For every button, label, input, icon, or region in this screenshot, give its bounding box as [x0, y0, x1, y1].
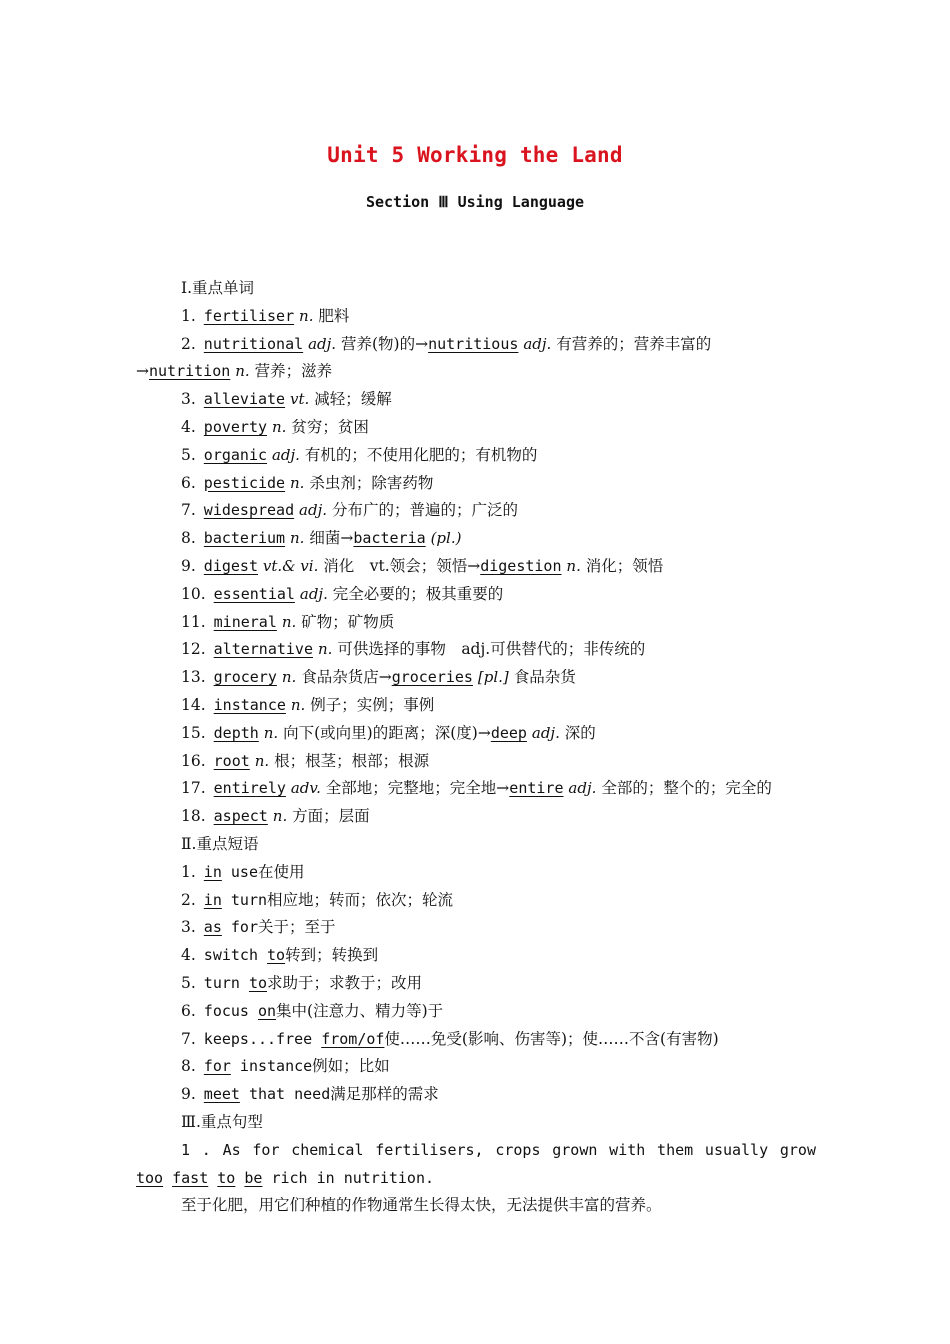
- derived-word: digestion: [480, 556, 562, 575]
- vocab-item: [136, 358, 816, 386]
- meaning: 食品杂货店→: [301, 668, 392, 687]
- vocab-item: [136, 303, 816, 331]
- sentence-rest: rich in nutrition.: [271, 1168, 435, 1187]
- item-number: 13.: [181, 668, 206, 687]
- meaning: 消化 vt.领会；领悟→: [323, 556, 481, 575]
- meaning: 矿物；矿物质: [301, 612, 395, 631]
- sentence-1-line-2: [136, 1165, 816, 1193]
- meaning: 方面；层面: [292, 807, 370, 826]
- part-of-speech: n.: [281, 612, 297, 631]
- vocab-word: nutritional: [203, 334, 304, 353]
- section-heading-words: Ⅰ.重点单词: [181, 279, 255, 297]
- meaning: 肥料: [318, 306, 350, 325]
- phrase-list: [136, 859, 816, 1109]
- part-of-speech: n.: [299, 306, 314, 325]
- item-number: 1.: [181, 306, 196, 325]
- item-number: 12.: [181, 640, 206, 659]
- item-number: 6.: [181, 473, 196, 492]
- phrase-blank: on: [257, 1001, 277, 1020]
- vocab-item: [136, 525, 816, 553]
- phrase-blank: as: [203, 918, 222, 937]
- meaning: 减轻；缓解: [314, 390, 392, 409]
- phrase-prefix: keeps...free: [203, 1029, 322, 1048]
- item-number: 10.: [181, 584, 206, 603]
- vocab-item: [136, 497, 816, 525]
- meaning: 细菌→: [309, 529, 354, 548]
- part-of-speech: vt.: [290, 390, 310, 409]
- vocab-item: [136, 386, 816, 414]
- part-of-speech: n.: [290, 529, 305, 548]
- part-of-speech: adv.: [290, 779, 321, 798]
- meaning: 完全必要的；极其重要的: [332, 584, 504, 603]
- meaning: 根；根茎；根部；根源: [274, 751, 430, 770]
- item-number: 16.: [181, 751, 206, 770]
- part-of-speech: n.: [317, 640, 333, 659]
- part-of-speech: n.: [272, 807, 288, 826]
- phrase-meaning: 相应地；转而；依次；轮流: [267, 890, 454, 909]
- vocab-word: digest: [203, 556, 258, 575]
- part-of-speech: n.: [271, 417, 287, 436]
- part-of-speech-2: adj.: [523, 334, 552, 353]
- part-of-speech-2: (pl.): [430, 529, 462, 548]
- vocab-item: [136, 581, 816, 609]
- phrase-blank: in: [203, 862, 222, 881]
- vocab-word: bacterium: [203, 529, 286, 548]
- vocab-item: [136, 748, 816, 776]
- blank-answer: fast: [172, 1168, 209, 1187]
- part-of-speech: adj.: [299, 501, 328, 520]
- item-number: 15.: [181, 723, 206, 742]
- vocab-word: mineral: [213, 612, 277, 631]
- vocab-word: organic: [203, 445, 268, 464]
- item-number: 9.: [181, 1085, 196, 1104]
- meaning-2: 有营养的；营养丰富的: [556, 334, 712, 353]
- derived-word: deep: [490, 723, 527, 742]
- item-number: 2.: [181, 334, 196, 353]
- part-of-speech: n.: [263, 723, 279, 742]
- section-subtitle: Section Ⅲ Using Language: [365, 193, 585, 211]
- phrase-blank: from/of: [321, 1029, 385, 1048]
- vocab-word: depth: [213, 723, 259, 742]
- phrase-suffix: that need: [239, 1085, 331, 1104]
- phrase-item: [136, 1081, 816, 1109]
- sentence-1-line-1: 1 . As for chemical fertilisers, crops grown with them usually grow: [181, 1140, 816, 1159]
- phrase-item: [136, 998, 816, 1026]
- meaning-2: 食品杂货: [513, 668, 576, 687]
- part-of-speech: n.: [290, 473, 305, 492]
- phrase-prefix: turn: [203, 973, 249, 992]
- item-number: 7.: [181, 1029, 196, 1048]
- phrase-blank: meet: [203, 1085, 240, 1104]
- phrase-meaning: 集中(注意力、精力等)于: [276, 1001, 444, 1020]
- phrase-blank: for: [203, 1057, 231, 1076]
- phrase-meaning: 求助于；求教于；改用: [267, 973, 423, 992]
- vocab-word: pesticide: [203, 473, 286, 492]
- page-title: Unit 5 Working the Land: [327, 143, 623, 167]
- phrase-item: [136, 1053, 816, 1081]
- vocab-word: nutrition: [149, 362, 231, 381]
- part-of-speech: vt.& vi.: [262, 556, 319, 575]
- sentence-1-translation: 至于化肥，用它们种植的作物通常生长得太快，无法提供丰富的营养。: [181, 1196, 662, 1215]
- phrase-suffix: turn: [221, 890, 268, 909]
- item-number: 2.: [181, 890, 196, 909]
- phrase-item: [136, 914, 816, 942]
- arrow-prefix: →: [136, 362, 149, 381]
- phrase-suffix: for: [221, 918, 258, 937]
- vocab-item: [136, 470, 816, 498]
- part-of-speech-2: [pl.]: [477, 668, 509, 687]
- item-number: 1.: [181, 862, 196, 881]
- phrase-meaning: 在使用: [257, 862, 305, 881]
- phrase-item: [136, 1026, 816, 1054]
- vocab-item: [136, 775, 816, 803]
- item-number: 8.: [181, 1057, 196, 1076]
- part-of-speech: adj.: [271, 445, 300, 464]
- vocab-item: [136, 803, 816, 831]
- item-number: 5.: [181, 973, 196, 992]
- vocab-word: instance: [213, 695, 286, 714]
- vocab-item: [136, 331, 816, 359]
- part-of-speech: adj.: [308, 334, 337, 353]
- meaning: 分布广的；普遍的；广泛的: [331, 501, 518, 520]
- phrase-item: [136, 887, 816, 915]
- meaning-2: 全部的；整个的；完全的: [601, 779, 772, 798]
- vocab-word: poverty: [203, 417, 268, 436]
- phrase-meaning: 满足那样的需求: [330, 1085, 439, 1104]
- part-of-speech-2: adj.: [568, 779, 597, 798]
- part-of-speech-2: adj.: [531, 723, 560, 742]
- vocab-word: alternative: [213, 640, 313, 659]
- meaning: 全部地；完整地；完全地→: [325, 779, 510, 798]
- meaning: 有机的；不使用化肥的；有机物的: [304, 445, 538, 464]
- meaning: 例子；实例；事例: [310, 695, 435, 714]
- part-of-speech: adj.: [299, 584, 328, 603]
- phrase-meaning: 关于；至于: [257, 918, 336, 937]
- item-number: 9.: [181, 556, 196, 575]
- item-number: 4.: [181, 946, 196, 965]
- phrase-suffix: instance: [230, 1057, 313, 1076]
- vocab-item: [136, 442, 816, 470]
- derived-word: entire: [509, 779, 564, 798]
- meaning: 营养；滋养: [254, 362, 333, 381]
- vocab-word: aspect: [213, 807, 268, 826]
- phrase-item: [136, 942, 816, 970]
- vocab-word: root: [213, 751, 250, 770]
- meaning: 向下(或向里)的距离；深(度)→: [283, 723, 491, 742]
- meaning: 营养(物)的→: [340, 334, 429, 353]
- vocab-word: grocery: [213, 668, 277, 687]
- item-number: 5.: [181, 445, 196, 464]
- vocab-item: [136, 720, 816, 748]
- meaning-2: 深的: [564, 723, 596, 742]
- phrase-item: [136, 970, 816, 998]
- phrase-meaning: 转到；转换到: [285, 946, 379, 965]
- item-number: 4.: [181, 417, 196, 436]
- derived-word: groceries: [391, 668, 473, 687]
- part-of-speech-2: n.: [566, 556, 581, 575]
- item-number: 14.: [181, 695, 206, 714]
- meaning: 杀虫剂；除害药物: [309, 473, 434, 492]
- section-heading-sentences: Ⅲ.重点句型: [181, 1112, 263, 1131]
- vocab-item: [136, 692, 816, 720]
- vocab-word: alleviate: [203, 390, 286, 409]
- item-number: 3.: [181, 918, 196, 937]
- phrase-blank: in: [203, 890, 222, 909]
- vocab-word: essential: [213, 584, 295, 603]
- blank-answer: too: [136, 1168, 164, 1187]
- item-number: 18.: [181, 807, 206, 826]
- phrase-blank: to: [248, 973, 268, 992]
- section-heading-phrases: Ⅱ.重点短语: [181, 834, 259, 853]
- vocab-item: [136, 414, 816, 442]
- derived-word: nutritious: [428, 334, 519, 353]
- vocab-item: [136, 609, 816, 637]
- blank-answer: to: [217, 1168, 236, 1187]
- vocab-item: [136, 553, 816, 581]
- derived-word: bacteria: [353, 529, 426, 548]
- vocab-word: widespread: [203, 501, 295, 520]
- meaning: 可供选择的事物 adj.可供替代的；非传统的: [337, 640, 646, 659]
- item-number: 11.: [181, 612, 206, 631]
- phrase-prefix: switch: [203, 946, 268, 965]
- part-of-speech: n.: [235, 362, 250, 381]
- phrase-blank: to: [267, 946, 286, 965]
- part-of-speech: n.: [254, 751, 270, 770]
- phrase-meaning: 例如；比如: [312, 1057, 390, 1076]
- phrase-item: [136, 859, 816, 887]
- item-number: 3.: [181, 390, 196, 409]
- vocab-word: fertiliser: [203, 306, 295, 325]
- item-number: 17.: [181, 779, 206, 798]
- vocab-word: entirely: [213, 779, 286, 798]
- meaning-2: 消化；领悟: [585, 556, 664, 575]
- phrase-meaning: 使……免受(影响、伤害等)；使……不含(有害物): [384, 1029, 719, 1048]
- part-of-speech: n.: [290, 695, 306, 714]
- phrase-prefix: focus: [203, 1001, 258, 1020]
- blank-answer: be: [244, 1168, 263, 1187]
- phrase-suffix: use: [221, 862, 258, 881]
- document-body: [136, 275, 816, 1220]
- vocab-list: [136, 303, 816, 831]
- item-number: 6.: [181, 1001, 196, 1020]
- meaning: 贫穷；贫困: [291, 417, 369, 436]
- part-of-speech: n.: [281, 668, 297, 687]
- item-number: 7.: [181, 501, 196, 520]
- vocab-item: [136, 664, 816, 692]
- vocab-item: [136, 636, 816, 664]
- item-number: 8.: [181, 529, 196, 548]
